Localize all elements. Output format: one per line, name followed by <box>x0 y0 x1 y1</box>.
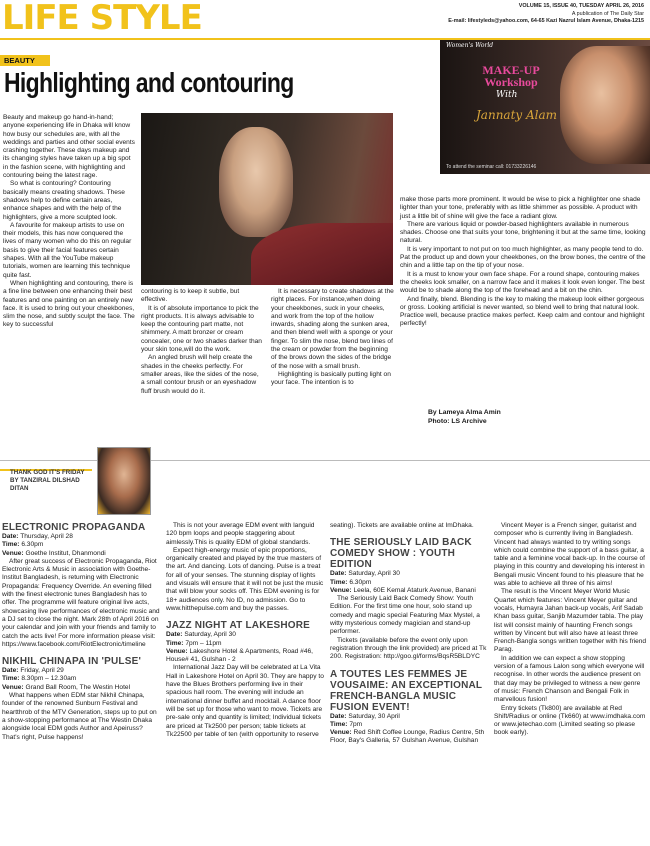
section-title: LIFE STYLE <box>2 0 202 38</box>
event-venue: Venue: Red Shift Coffee Lounge, Radius Centre, 5th Floor, Bay's Galleria, 57 Gulshan Avenue, Gulshan <box>330 729 485 745</box>
ad-title: MAKE-UP Workshop <box>482 63 540 89</box>
paragraph: contouring is to keep it subtle, but effective. <box>141 288 240 304</box>
event-venue: Venue: Lakeshore Hotel & Apartments, Road #46, House# 41, Gulshan - 2 <box>166 647 313 664</box>
author-byline: By Lameya Alma Amin <box>428 409 501 416</box>
event-title: THE SERIOUSLY LAID BACK COMEDY SHOW : YOUTH EDITION <box>330 537 472 571</box>
event-description: International Jazz Day will be celebrated at La Vita Hall in Lakeshore Hotel on April 30. They are happy to have the Blues Brothers performing live in their spacious hall room. The evening will include an international dinner buffet and mocktail. A dance floor will be set up for those who want to move. Tickets are pre-sale only and quantity is limited; Individual tickets are priced at Tk2500 per person; table tickets at Tk22500 per table of ten (with opportunity to reserve <box>166 664 324 738</box>
event-date: Date: Thursday, April 28 <box>2 533 73 540</box>
model-face <box>219 127 293 237</box>
paragraph: Highlighting is basically putting light on your face. The intention is to <box>271 370 391 387</box>
ad-note: To attend the seminar call: 01733226146 <box>446 164 537 170</box>
paragraph: It is very important to not put on too much highlighter, as many people tend to do. Pat the product up and down your cheekbones, on the brow bones, the centre of the chin and a little tap on the tip of your nose. <box>400 245 646 270</box>
column-author: BY TANZIRAL DILSHAD DITAN <box>10 477 80 492</box>
event-title: NIKHIL CHINAPA IN 'PULSE' <box>2 656 142 668</box>
paragraph: And finally, blend. Blending is the key to making the makeup look either gorgeous or gross. Looking artificial is never wanted, so blend well to bring that natural look. Practice well, because practice makes perfect. Keep calm and contour and highlight perfectly! <box>400 295 645 328</box>
events-column-1 <box>2 522 162 742</box>
event-title: JAZZ NIGHT AT LAKESHORE <box>166 620 311 632</box>
event-description: The result is the Vincent Meyer World Music Quartet which features: Vincent Meyer guitar and vocals, Humayra Jahan back-up vocals, Arif Sadab Khan bass guitar, Sanjib Mazumder tabla. The play list will consist mainly of haunting French songs written by Vincent but will also have at least three French-Bangla songs written together with his friend Parag. <box>494 588 647 654</box>
byline <box>428 408 501 426</box>
events-column-3 <box>330 522 487 746</box>
event-time: Time: 6.30pm <box>330 578 372 586</box>
event-date: Date: Saturday, April 30 <box>166 631 236 639</box>
event-description: seating). Tickets are available online at ImDhaka. <box>330 522 474 529</box>
article-photo <box>141 113 393 285</box>
workshop-advertisement <box>440 40 650 174</box>
issue-info: VOLUME 15, ISSUE 40, TUESDAY APRIL 26, 2016 <box>518 3 644 9</box>
event-description: Expect high-energy music of epic proportions, organically created and played by the true masters of the art. And dancing. Lots of dancing. Pulse is a treat for all of your senses. The stunning display of lights and visuals will ensure that it will not be just the music that will blow your socks off. This EDM evening is for 18+ audiences only. No ID, no admission. Go to www.hitthepulse.com and buy the passes. <box>166 546 324 612</box>
paragraph: An angled brush will help create the shades in the cheeks perfectly. For smaller areas, like the sides of the nose, a small contour brush or an eyeshadow fluff brush would do it. <box>141 354 259 395</box>
contact-info: E-mail: lifestyleds@yahoo.com, 64-65 Kazi Nazrul Islam Avenue, Dhaka-1215 <box>448 18 644 24</box>
event-time: Time: 8.30pm – 12.30am <box>2 675 77 683</box>
paragraph: When highlighting and contouring, there is a fine line between one enhancing their best features and one painting on an entirely new face. It is used to bring out your cheekbones, slim the nose, and subtly sculpt the face. The key to successful <box>3 279 135 329</box>
event-date: Date: Friday, April 29 <box>2 667 64 675</box>
event-date: Date: Saturday, 30 April <box>330 712 400 720</box>
event-time: Time: 6.30pm <box>2 541 44 549</box>
paragraph: make those parts more prominent. It would be wise to pick a highlighter one shade lighter than your tone, preferably with as little shimmer as possible. A product with just a little bit of shine will give the face a radiant glow. <box>400 196 641 220</box>
paragraph: A favourite for makeup artists to use on their models, this has now conquered the lives of many women who do this on regular basis to give their facial features certain shapes. With all the YouTube makeup tutorials, women are learning this technique quite fast. <box>3 221 132 279</box>
event-description: Vincent Meyer is a French singer, guitarist and composer who is currently living in Bangladesh. Vincent had always wanted to try writing songs which could combine the support of a bass guitar, a table and a feminine vocal back-up. In the course of playing in this country and developing his interest in Bengali music Vincent found to his pleasure that he was able to achieve all three of his aims! <box>494 522 646 588</box>
event-description: The Seriously Laid Back Comedy Show: Youth Edition. For the first time one hour, solo stand up comedy and magic special Featuring Max Mystel, a witty mysterious comedy magician and stand-up performer. <box>330 595 480 636</box>
event-description: What happens when EDM star Nikhil Chinapa, founder of the renowned Sunburn Festival and heartthrob of the MTV Generation, steps up to put on a show-stopping performance at The Westin Dhaka alongside local EDM gods Author and Apeiruss? That's right, Pulse happens! <box>2 692 157 741</box>
event-description: Tickets (available before the event only upon registration through the link provided) are priced at Tk 200. Registration: http://goo.gl/forms/BqsR5BLDYC <box>330 636 487 661</box>
article-headline: Highlighting and contouring <box>4 67 294 98</box>
event-description: After great success of Electronic Propaganda, Riot Electronic Arts & Music in association with Goethe-Institut Bangladesh, is returning with Electronic Propaganda: Frequency Override. An evening filled with the finest electronic tunes Bangladesh has to offer. The programme will feature original live acts, showcasing live performances of electronic music and a DJ set to close the night. Mark 28th of April 2016 on your calendar and join with your friends and family to catch the acts live! For more information please visit: https://www.facebook.com/RiotElectronic/timeline <box>2 557 160 648</box>
article-column-4 <box>400 196 646 329</box>
column-name: THANK GOD IT'S FRIDAY <box>10 469 85 476</box>
photo-credit: Photo: LS Archive <box>428 418 487 425</box>
paragraph: It is necessary to create shadows at the right places. For instance,when doing your cheekbones, suck in your cheeks, and work from the top of the hollow inwards, shading along the sunken area, and then blend well with a sponge or your finger. To slim the nose, blend two lines of the cream or powder from the beginning of the brows down the sides of the bridge of the nose with a small brush. <box>271 288 394 370</box>
category-tag: BEAUTY <box>0 55 50 66</box>
event-venue: Venue: Leela, 60E Kemal Ataturk Avenue, Banani <box>330 586 476 594</box>
events-column-2 <box>166 522 325 739</box>
events-column-4 <box>494 522 647 738</box>
event-venue: Venue: Grand Ball Room, The Westin Hotel <box>2 683 131 691</box>
paragraph: There are various liquid or powder-based highlighters available in numerous shades. Choose one that suits your tone, brightening it but at the same time, looking natural. <box>400 220 646 245</box>
event-description: In addition we can expect a show stopping version of a famous Lalon song which everyone will recognise. In other words the audience present on that day may be privileged to witness a new genre of music: French Chanson and Bengali Folk in marvellous fusion! <box>494 654 645 704</box>
event-title: ELECTRONIC PROPAGANDA <box>2 522 146 533</box>
model-face-image <box>560 46 650 164</box>
article-column-2 <box>141 288 264 396</box>
paragraph: It is of absolute importance to pick the right products. It is always advisable to keep the contouring part matte, not shimmery. A matt bronzer or cream concealer, one or two shades darker than your skin tone,will do the work. <box>141 304 262 354</box>
masthead-meta <box>448 3 644 26</box>
column-header <box>10 469 98 493</box>
event-title: A TOUTES LES FEMMES JE VOUSAIME: AN EXCEPTIONAL FRENCH-BANGLA MUSIC FUSION EVENT! <box>330 668 483 713</box>
event-description: This is not your average EDM event with languid 120 bpm loops and people staggering about aimlessly.This is quality EDM of global standards. <box>166 522 315 546</box>
article-column-3 <box>271 288 394 388</box>
event-date: Date: Saturday, April 30 <box>330 570 400 578</box>
article-column-1 <box>3 114 136 330</box>
publication-info: A publication of The Daily Star <box>571 10 644 17</box>
ad-logo: Women's World <box>446 42 494 49</box>
event-time: Time: 7pm – 11pm <box>166 639 222 647</box>
paragraph: So what is contouring? Contouring basically means creating shadows. These shadows help to define certain areas, enhance shapes and with the help of the highlighters, give a more sculpted look. <box>3 180 125 221</box>
author-photo <box>97 447 151 515</box>
event-venue: Venue: Goethe Institut, Dhanmondi <box>2 549 106 557</box>
ad-with: With <box>496 90 518 100</box>
paragraph: Beauty and makeup go hand-in-hand; anyone experiencing life in Dhaka will know how busy our schedules are, with all the weddings and parties and other social events crashing together. These days makeup and its changing styles have taken up a big spot in the fashion scene, with highlighting and contouring being the latest rage. <box>3 114 135 180</box>
event-description: Entry tickets (Tk800) are available at Red Shift/Radius or online (Tk660) at www.imdhaka.com or www.jetechao.com (Limited seating so please book early). <box>494 704 646 737</box>
event-time: Time: 7pm <box>330 720 363 728</box>
paragraph: It is a must to know your own face shape. For a round shape, contouring makes the cheeks look smaller, on a narrow face and it makes it look even longer. The best would be to shade along the top of the forehead and a bit on the chin. <box>400 270 645 295</box>
masthead <box>0 0 650 40</box>
red-scarf <box>251 223 393 285</box>
ad-artist-name: Jannaty Alam <box>476 108 558 122</box>
